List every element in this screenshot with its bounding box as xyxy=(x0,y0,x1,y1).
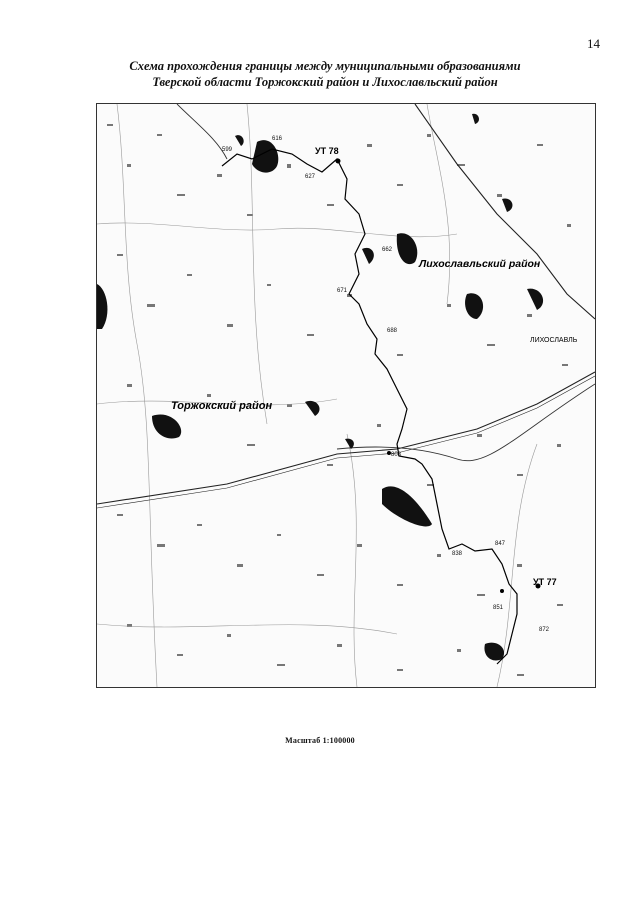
point-808-label: 808 xyxy=(391,452,402,458)
point-662-label: 662 xyxy=(382,247,393,253)
page-number: 14 xyxy=(587,36,600,51)
torzhok-district-label: Торжокский район xyxy=(171,400,273,412)
boundary-point-markers xyxy=(336,159,541,594)
title-line-1: Схема прохождения границы между муниципальными образованиями xyxy=(129,59,521,73)
map-scale: Масштаб 1:100000 xyxy=(285,736,355,745)
document-title xyxy=(90,58,560,90)
likhoslavl-town-label: ЛИХОСЛАВЛЬ xyxy=(530,337,578,344)
point-688-label: 688 xyxy=(387,328,398,334)
railway xyxy=(97,104,595,508)
point-616-label: 616 xyxy=(272,136,283,142)
point-847-label: 847 xyxy=(495,541,506,547)
point-851-label: 851 xyxy=(493,605,504,611)
ut77-label: УТ 77 xyxy=(533,577,557,587)
p851-dot xyxy=(500,589,504,593)
boundary-point-labels xyxy=(222,136,550,633)
ut78-dot xyxy=(336,159,341,164)
likhoslavl-district-label: Лихославльский район xyxy=(419,258,541,270)
ut78-label: УТ 78 xyxy=(315,146,339,156)
point-838-label: 838 xyxy=(452,551,463,557)
map-forest-patches xyxy=(97,114,543,661)
point-599-label: 599 xyxy=(222,147,233,153)
point-671-label: 671 xyxy=(337,288,348,294)
point-872-label: 872 xyxy=(539,627,550,633)
boundary-map xyxy=(96,103,596,688)
title-line-2: Тверской области Торжокский район и Лихославльский район xyxy=(152,75,498,89)
minor-roads xyxy=(97,104,537,687)
point-627-label: 627 xyxy=(305,174,316,180)
